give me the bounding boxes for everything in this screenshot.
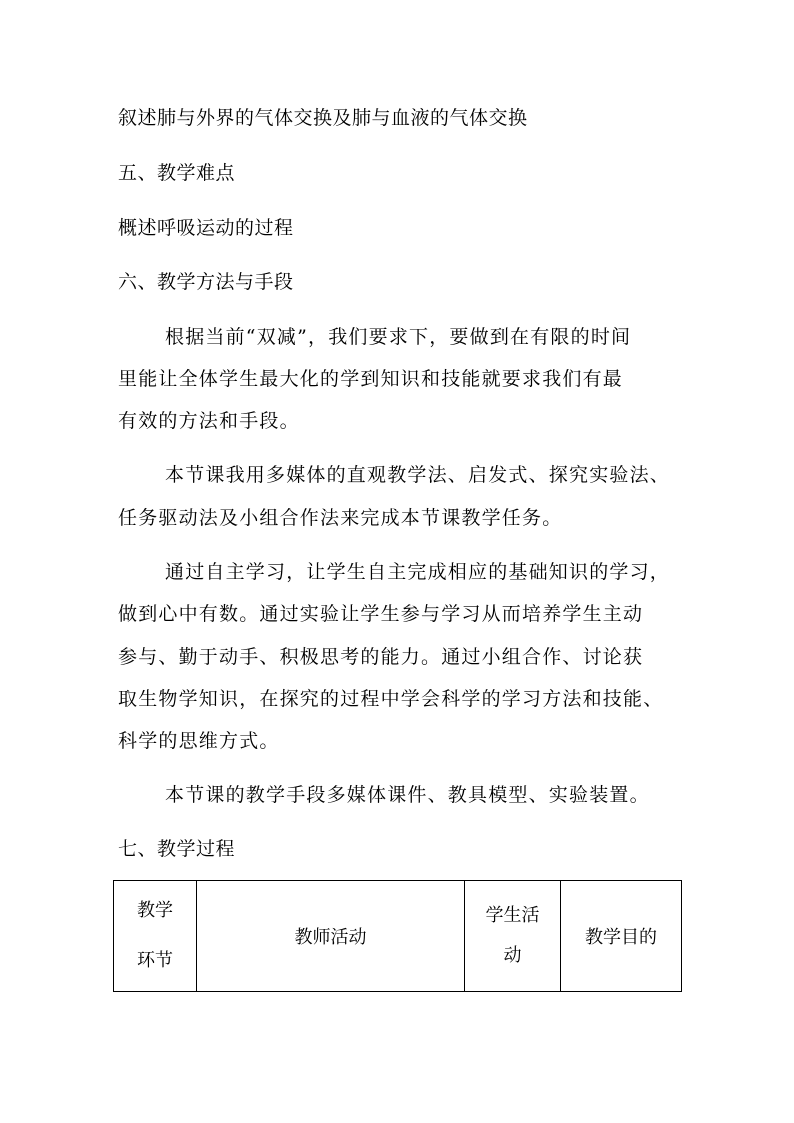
paragraph-2-line-2: 任务驱动法及小组合作法来完成本节课教学任务。 bbox=[118, 507, 563, 529]
table-header-student-activity-part-2: 动 bbox=[503, 945, 522, 966]
table-header-teaching-purpose: 教学目的 bbox=[561, 881, 682, 992]
paragraph-1-line-3: 有效的方法和手段。 bbox=[118, 410, 300, 432]
section-6-heading: 六、教学方法与手段 bbox=[118, 271, 294, 293]
section-5-heading: 五、教学难点 bbox=[118, 162, 236, 184]
table-header-student-activity bbox=[465, 881, 561, 992]
table-header-stage-part-1: 教学 bbox=[137, 900, 173, 921]
teaching-process-table bbox=[113, 880, 682, 992]
paragraph-3-line-1: 通过自主学习，让学生自主完成相应的基础知识的学习， bbox=[165, 561, 671, 583]
paragraph-1-line-1: 根据当前“双减”，我们要求下，要做到在有限的时间 bbox=[165, 326, 632, 348]
paragraph-3-line-4: 取生物学知识，在探究的过程中学会科学的学习方法和技能、 bbox=[118, 688, 664, 710]
table-header-row bbox=[114, 881, 682, 992]
paragraph-3-line-2: 做到心中有数。通过实验让学生参与学习从而培养学生主动 bbox=[118, 603, 644, 625]
paragraph-4-line-1: 本节课的教学手段多媒体课件、教具模型、实验装置。 bbox=[165, 784, 650, 806]
table-header-stage bbox=[114, 881, 197, 992]
difficulty-text: 概述呼吸运动的过程 bbox=[118, 217, 294, 239]
paragraph-3-line-3: 参与、勤于动手、积极思考的能力。通过小组合作、讨论获 bbox=[118, 646, 644, 668]
key-point-text: 叙述肺与外界的气体交换及肺与血液的气体交换 bbox=[118, 107, 528, 129]
section-7-heading: 七、教学过程 bbox=[118, 838, 236, 860]
paragraph-2-line-1: 本节课我用多媒体的直观教学法、启发式、探究实验法、 bbox=[165, 464, 671, 486]
table-header-stage-part-2: 环节 bbox=[137, 950, 173, 971]
table-header-student-activity-part-1: 学生活 bbox=[485, 905, 540, 926]
table-header-teacher-activity: 教师活动 bbox=[197, 881, 465, 992]
paragraph-1-line-2: 里能让全体学生最大化的学到知识和技能就要求我们有最 bbox=[118, 368, 624, 390]
paragraph-3-line-5: 科学的思维方式。 bbox=[118, 730, 280, 752]
